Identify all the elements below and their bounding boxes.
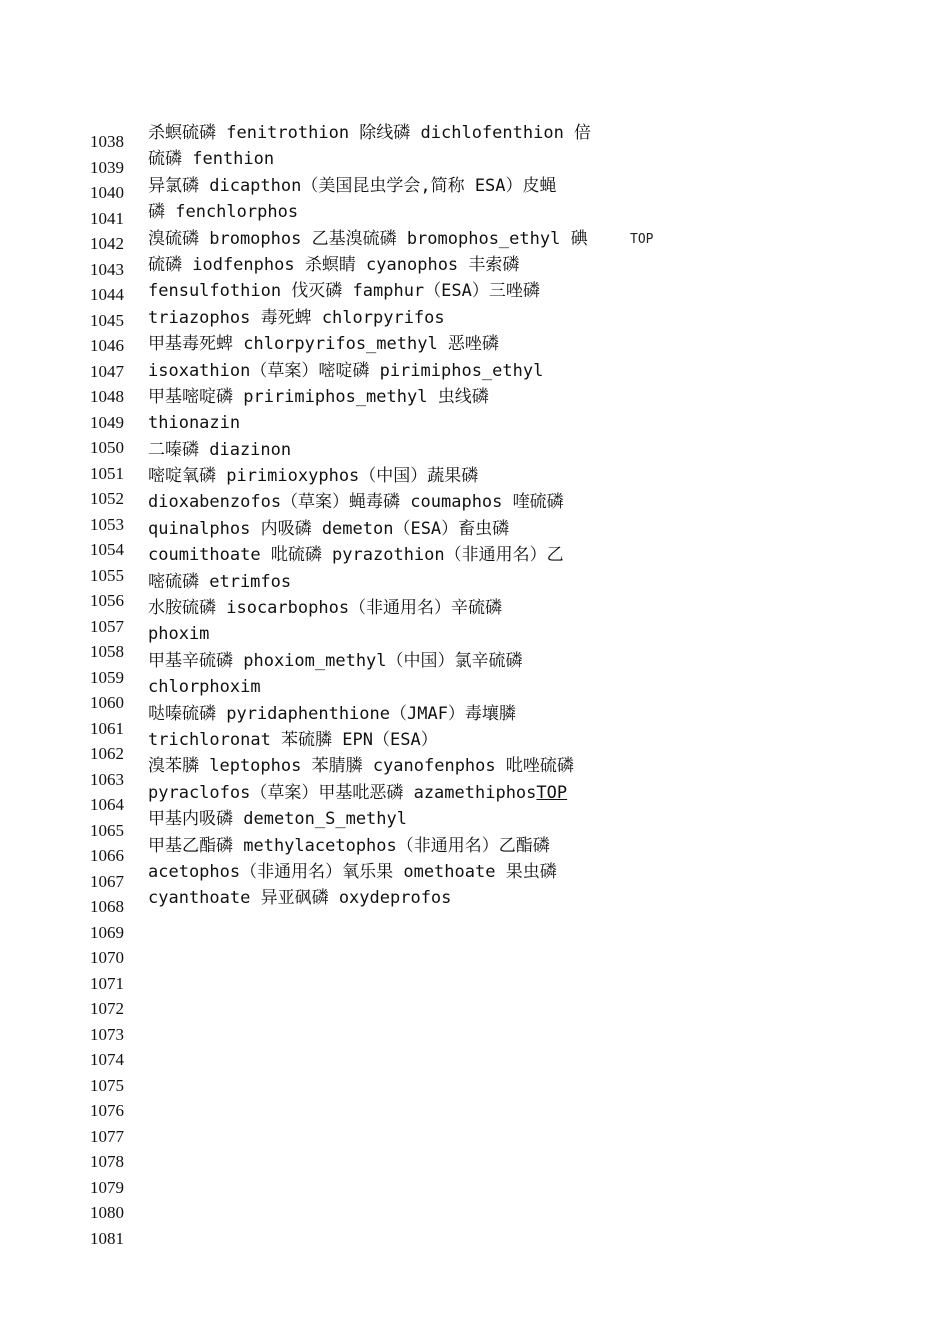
- line-number: 1041: [90, 208, 124, 228]
- line-number: 1072: [90, 999, 124, 1018]
- text-line-content: pyraclofos（草案）甲基吡恶磷 azamethiphos: [148, 782, 537, 803]
- line-number: 1056: [90, 591, 124, 610]
- line-number: 1051: [90, 463, 124, 483]
- line-number: 1067: [90, 871, 124, 891]
- text-line: [148, 305, 608, 331]
- line-number: 1081: [90, 1228, 124, 1248]
- text-line-content: 磷 fenchlorphos: [148, 202, 299, 223]
- line-number: 1054: [90, 540, 124, 559]
- line-number: 1040: [90, 183, 124, 202]
- text-line-content: dioxabenzofos（草案）蝇毒磷 coumaphos 喹硫磷: [148, 492, 564, 513]
- text-line: [148, 780, 608, 806]
- text-line-content: 水胺硫磷 isocarbophos（非通用名）辛硫磷: [148, 598, 503, 619]
- text-line-content: phoxim: [148, 624, 210, 645]
- line-number: 1060: [90, 693, 124, 712]
- text-line: [148, 648, 608, 674]
- text-line-content: triazophos 毒死蜱 chlorpyrifos: [148, 307, 445, 328]
- line-number: 1050: [90, 438, 124, 457]
- text-line-content: chlorphoxim: [148, 677, 261, 698]
- text-line-content: 甲基嘧啶磷 pririmiphos_methyl 虫线磷: [148, 386, 489, 407]
- line-number: 1064: [90, 795, 124, 814]
- line-number: 1065: [90, 820, 124, 840]
- text-line: [148, 569, 608, 595]
- line-number-gutter: [90, 129, 124, 1251]
- line-number: 1075: [90, 1075, 124, 1095]
- line-number: 1079: [90, 1177, 124, 1197]
- text-line: [148, 753, 608, 779]
- text-line: [148, 542, 608, 568]
- line-number: 1038: [90, 132, 124, 151]
- line-number: 1074: [90, 1050, 124, 1069]
- line-number: 1062: [90, 744, 124, 763]
- text-line-content: coumithoate 吡硫磷 pyrazothion（非通用名）乙: [148, 545, 564, 566]
- text-line-content: fensulfothion 伐灭磷 famphur（ESA）三唑磷: [148, 281, 540, 302]
- text-line: [148, 384, 608, 410]
- top-link[interactable]: TOP: [630, 232, 654, 243]
- line-number: 1070: [90, 948, 124, 967]
- text-line-content: 溴苯膦 leptophos 苯腈膦 cyanofenphos 吡唑硫磷: [148, 756, 574, 777]
- text-line-content: 硫磷 fenthion: [148, 149, 275, 170]
- text-line: [148, 806, 608, 832]
- text-line-content: 甲基乙酯磷 methylacetophos（非通用名）乙酯磷: [148, 835, 550, 856]
- text-line: [148, 489, 608, 515]
- text-line: [148, 226, 608, 252]
- text-line: [148, 173, 608, 199]
- text-line-content: 二嗪磷 diazinon: [148, 439, 292, 460]
- text-line: [148, 463, 608, 489]
- line-number: 1063: [90, 769, 124, 789]
- text-line-content: 溴硫磷 bromophos 乙基溴硫磷 bromophos_ethyl 碘: [148, 228, 588, 249]
- line-number: 1073: [90, 1024, 124, 1044]
- text-line: [148, 120, 608, 146]
- text-line: [148, 437, 608, 463]
- text-line: [148, 727, 608, 753]
- line-number: 1078: [90, 1152, 124, 1171]
- text-line: [148, 278, 608, 304]
- text-line-content: thionazin: [148, 413, 241, 434]
- text-line-content: quinalphos 内吸磷 demeton（ESA）畜虫磷: [148, 518, 510, 539]
- line-number: 1042: [90, 234, 124, 253]
- line-number: 1066: [90, 846, 124, 865]
- text-line: [148, 885, 608, 911]
- text-line-content: 硫磷 iodfenphos 杀螟睛 cyanophos 丰索磷: [148, 254, 520, 275]
- line-number: 1061: [90, 718, 124, 738]
- line-number: 1046: [90, 336, 124, 355]
- line-number: 1069: [90, 922, 124, 942]
- text-line: [148, 410, 608, 436]
- line-number: 1080: [90, 1203, 124, 1222]
- line-number: 1049: [90, 412, 124, 432]
- text-line: [148, 859, 608, 885]
- line-number: 1044: [90, 285, 124, 304]
- text-line: [148, 701, 608, 727]
- line-number: 1043: [90, 259, 124, 279]
- line-number: 1077: [90, 1126, 124, 1146]
- text-line-content: 甲基毒死蜱 chlorpyrifos_methyl 恶唑磷: [148, 334, 499, 355]
- document-text: [148, 120, 608, 912]
- text-line-content: 异氯磷 dicapthon（美国昆虫学会,简称 ESA）皮蝇: [148, 175, 557, 196]
- text-line-content: trichloronat 苯硫膦 EPN（ESA）: [148, 729, 438, 750]
- text-line: [148, 516, 608, 542]
- line-number: 1055: [90, 565, 124, 585]
- text-line: [148, 358, 608, 384]
- line-number: 1039: [90, 157, 124, 177]
- text-line-content: 嘧硫磷 etrimfos: [148, 571, 292, 592]
- line-number: 1068: [90, 897, 124, 916]
- line-number: 1057: [90, 616, 124, 636]
- text-line: [148, 331, 608, 357]
- text-line: [148, 199, 608, 225]
- text-line-content: 甲基辛硫磷 phoxiom_methyl（中国）氯辛硫磷: [148, 650, 523, 671]
- text-line-content: isoxathion（草案）嘧啶磷 pirimiphos_ethyl: [148, 360, 544, 381]
- text-line-content: 嘧啶氧磷 pirimioxyphos（中国）蔬果磷: [148, 466, 479, 487]
- line-number: 1059: [90, 667, 124, 687]
- text-line: [148, 252, 608, 278]
- line-number: 1076: [90, 1101, 124, 1120]
- line-number: 1058: [90, 642, 124, 661]
- line-number: 1052: [90, 489, 124, 508]
- line-number: 1071: [90, 973, 124, 993]
- text-line: [148, 621, 608, 647]
- line-number: 1047: [90, 361, 124, 381]
- text-line: [148, 146, 608, 172]
- text-line-content: 杀螟硫磷 fenitrothion 除线磷 dichlofenthion 倍: [148, 123, 592, 143]
- line-number: 1048: [90, 387, 124, 406]
- text-line-content: 甲基内吸磷 demeton_S_methyl: [148, 809, 407, 830]
- top-inline-link[interactable]: TOP: [536, 782, 568, 803]
- line-number: 1053: [90, 514, 124, 534]
- text-line-content: 哒嗪硫磷 pyridaphenthione（JMAF）毒壤膦: [148, 703, 516, 724]
- text-line-content: cyanthoate 异亚砜磷 oxydeprofos: [148, 888, 452, 909]
- line-number: 1045: [90, 310, 124, 330]
- text-line: [148, 674, 608, 700]
- text-line: [148, 833, 608, 859]
- text-line: [148, 595, 608, 621]
- text-line-content: acetophos（非通用名）氧乐果 omethoate 果虫磷: [148, 861, 557, 882]
